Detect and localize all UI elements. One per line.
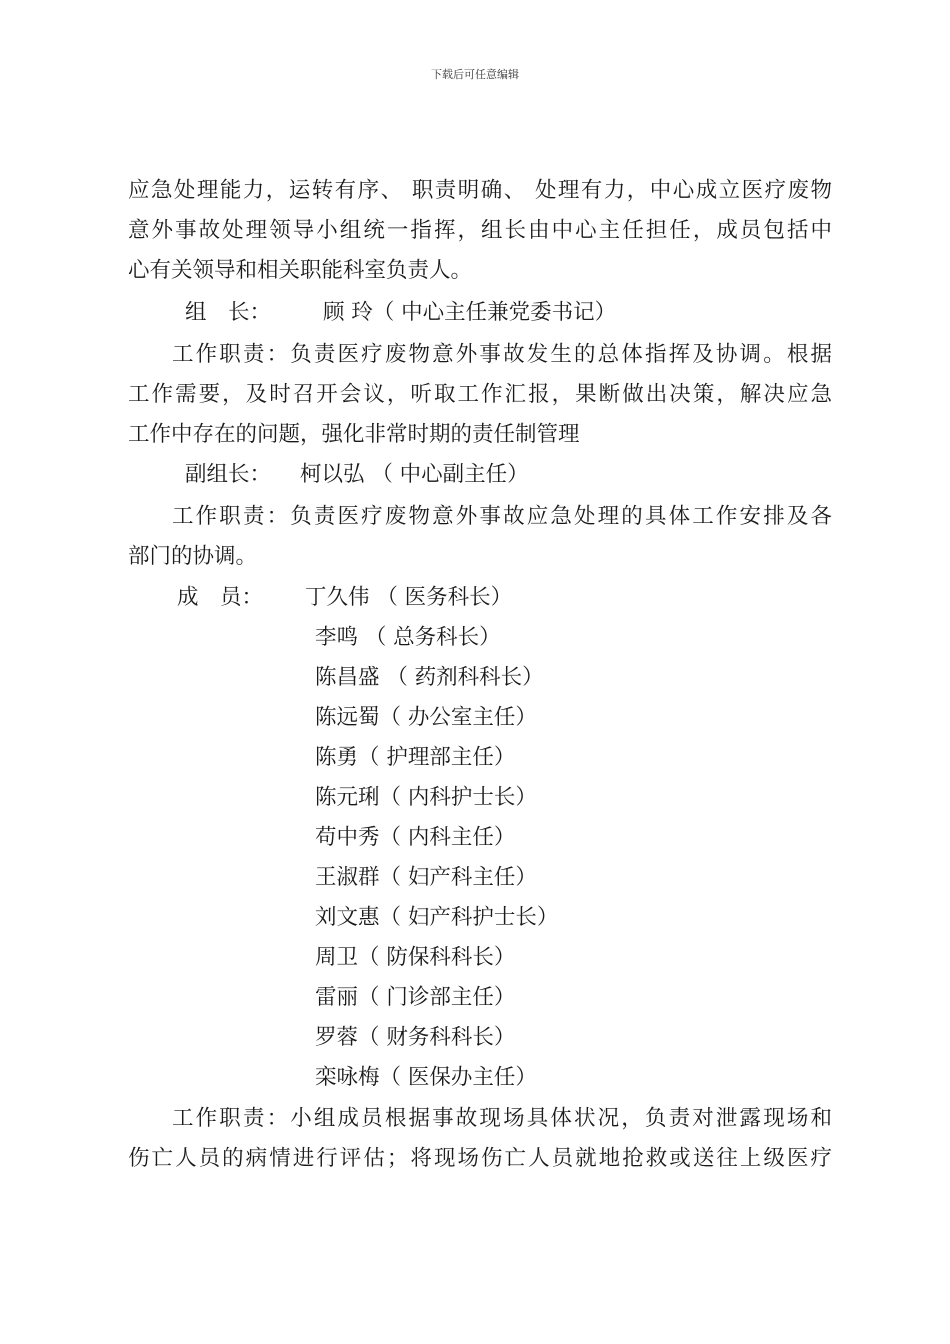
member-item: 王淑群（ 妇产科主任） [315, 865, 537, 890]
leader-duty-line-3: 工作中存在的问题，强化非常时期的责任制管理 [128, 422, 580, 447]
member-item: 罗蓉（ 财务科科长） [315, 1025, 516, 1050]
intro-line-1: 应急处理能力，运转有序、 职责明确、 处理有力，中心成立医疗废物 [128, 178, 832, 203]
page-header: 下载后可任意编辑 [431, 68, 519, 81]
member-item: 李鸣 （ 总务科长） [315, 625, 501, 650]
member-item: 丁久伟 （ 医务科长） [305, 585, 513, 610]
member-item: 陈远蜀（ 办公室主任） [315, 705, 537, 730]
member-item: 刘文惠（ 妇产科护士长） [315, 905, 559, 930]
members-duty-line-1: 工作职责：小组成员根据事故现场具体状况，负责对泄露现场和 [172, 1106, 832, 1131]
member-item: 陈勇（ 护理部主任） [315, 745, 516, 770]
members-label: 成 员： [177, 585, 264, 610]
deputy-duty-line-2: 部门的协调。 [128, 544, 258, 569]
member-item: 周卫（ 防保科科长） [315, 945, 516, 970]
intro-line-2: 意外事故处理领导小组统一指挥，组长由中心主任担任，成员包括中 [128, 218, 832, 243]
member-item: 雷丽（ 门诊部主任） [315, 985, 516, 1010]
leader-duty-line-1: 工作职责：负责医疗废物意外事故发生的总体指挥及协调。根据 [172, 342, 832, 367]
member-item: 陈昌盛 （ 药剂科科长） [315, 665, 544, 690]
leader-label: 组 长： [185, 300, 272, 325]
member-item: 栾咏梅（ 医保办主任） [315, 1065, 537, 1090]
leader-name: 顾 玲（ 中心主任兼党委书记） [323, 300, 617, 325]
deputy-duty-line-1: 工作职责：负责医疗废物意外事故应急处理的具体工作安排及各 [172, 504, 832, 529]
members-duty-line-2: 伤亡人员的病情进行评估；将现场伤亡人员就地抢救或送往上级医疗 [128, 1146, 832, 1171]
deputy-name: 柯以弘 （ 中心副主任） [300, 462, 529, 487]
leader-duty-line-2: 工作需要，及时召开会议，听取工作汇报，果断做出决策，解决应急 [128, 382, 832, 407]
deputy-label: 副组长： [185, 462, 272, 487]
intro-line-3: 心有关领导和相关职能科室负责人。 [128, 258, 473, 283]
member-item: 苟中秀（ 内科主任） [315, 825, 516, 850]
member-item: 陈元琍（ 内科护士长） [315, 785, 537, 810]
